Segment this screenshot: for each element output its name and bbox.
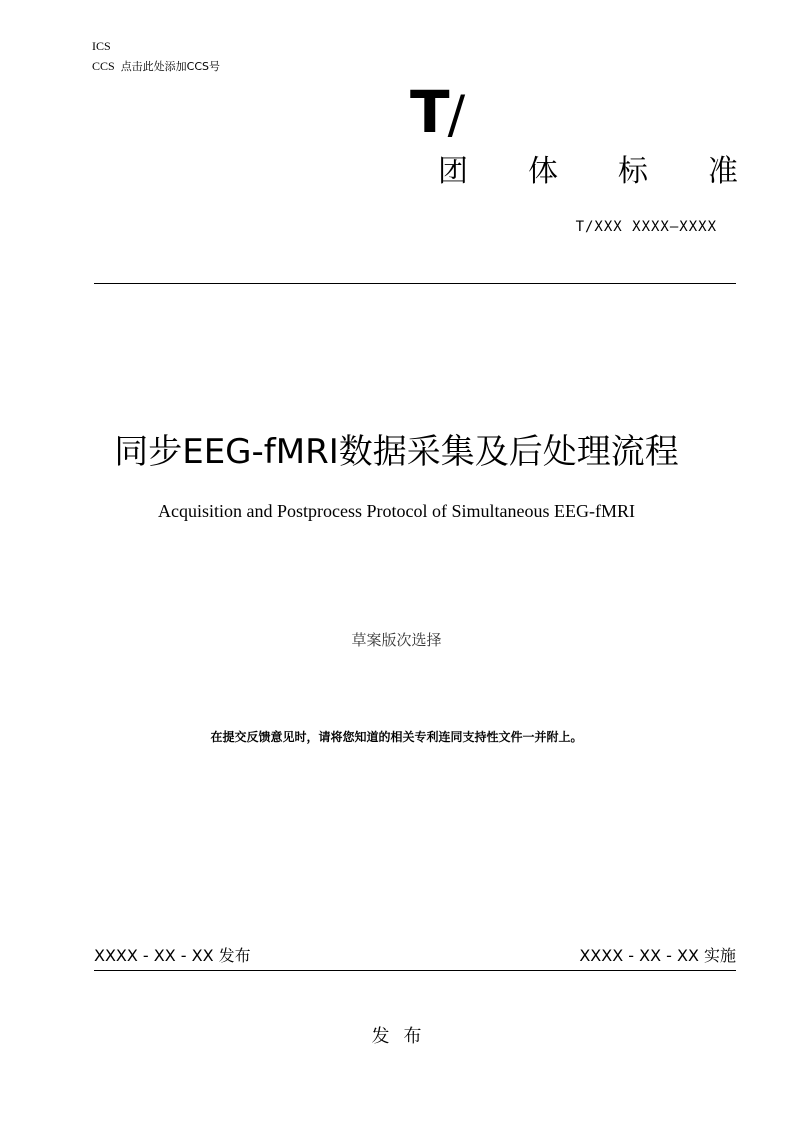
logo-letter: T [410, 78, 448, 146]
draft-version-selector[interactable]: 草案版次选择 [351, 631, 442, 649]
title-english: Acquisition and Postprocess Protocol of Simultaneous EEG-fMRI [158, 501, 635, 521]
ics-label: ICS [92, 39, 111, 53]
top-divider [94, 283, 736, 284]
standard-type-char: 准 [708, 154, 738, 189]
title-chinese: 同步EEG-fMRI数据采集及后处理流程 [114, 432, 679, 472]
issuer-label: 发布 [371, 1026, 436, 1047]
standard-type-char: 体 [528, 154, 558, 189]
ccs-label: CCS [92, 59, 115, 73]
ccs-hint[interactable]: 点击此处添加CCS号 [120, 60, 221, 73]
bottom-divider [94, 970, 736, 971]
standard-type-char: 标 [618, 154, 648, 189]
standard-number: T/XXX XXXX—XXXX [575, 219, 717, 235]
standard-type [438, 152, 738, 192]
logo-slash: / [447, 85, 464, 145]
ccs-line [92, 58, 220, 75]
standard-type-char: 团 [438, 154, 468, 189]
publish-date: XXXX - XX - XX 发布 [94, 946, 251, 965]
standard-logo [410, 78, 464, 146]
patent-notice: 在提交反馈意见时，请将您知道的相关专利连同支持性文件一并附上。 [210, 730, 583, 744]
implement-date: XXXX - XX - XX 实施 [579, 946, 736, 965]
